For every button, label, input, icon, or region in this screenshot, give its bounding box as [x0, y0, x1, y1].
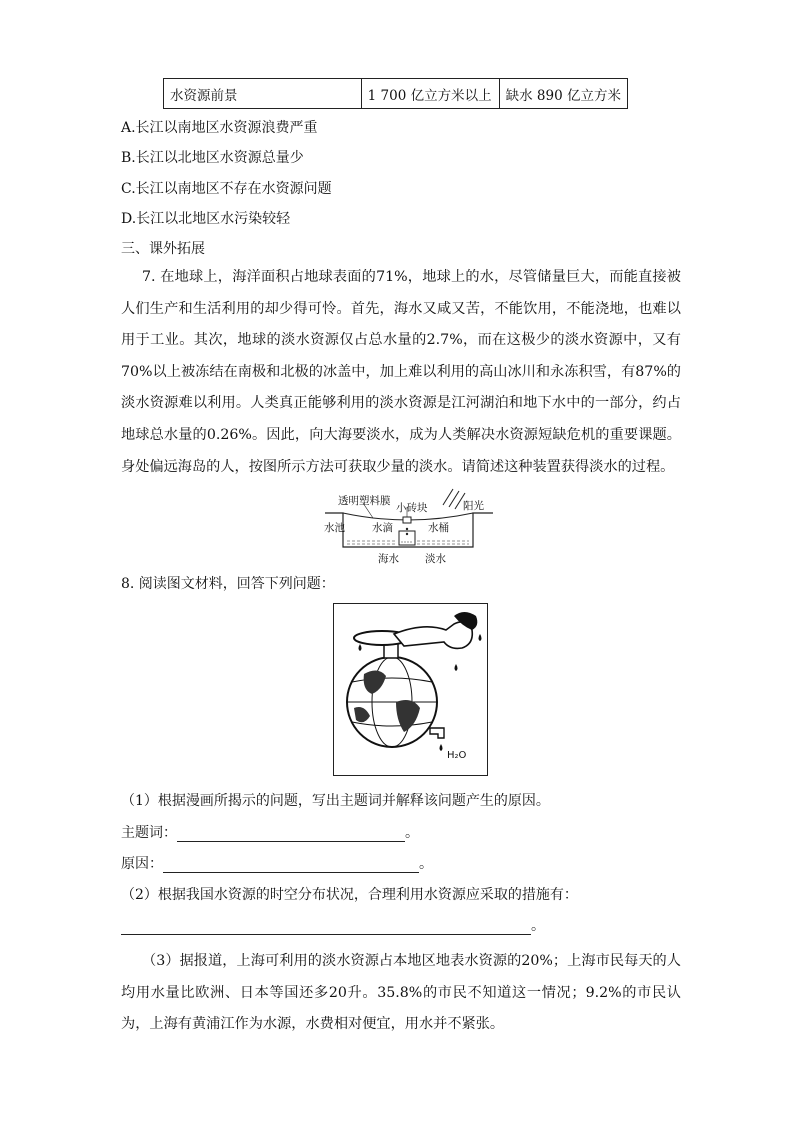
label-drops: 水滴	[372, 522, 393, 534]
question-7-text: 7. 在地球上，海洋面积占地球表面的71%，地球上的水，尽管储量巨大，而能直接被人们生产和生活利用的却少得可怜。首先，海水又咸又苦，不能饮用，不能浇地，也难以用于工业。其次，地球的淡水资源仅占总水量的2.7%，而在这极少的淡水资源中，又有70%以上被冻结在南极和北极的冰盖中，加上难以利用的高山冰川和永冻积雪，有87%的淡水资源难以利用。人类真正能够利用的淡水资源是江河湖泊和地下水中的一部分，约占地球总水量的0.26%。因此，向大海要淡水，成为人类解决水资源短缺危机的重要课题。身处偏远海岛的人，按图所示方法可获取少量的淡水。请简述这种装置获得淡水的过程。	[121, 269, 681, 475]
period: 。	[531, 918, 545, 934]
theme-word-label: 主题词：	[121, 825, 177, 841]
measures-blank[interactable]	[121, 919, 531, 935]
label-bucket: 水桶	[428, 522, 449, 534]
sub-question-1: （1）根据漫画所揭示的问题，写出主题词并解释该问题产生的原因。	[121, 793, 550, 809]
option-d: D.长江以北地区水污染较轻	[121, 211, 291, 227]
question-8-title: 8. 阅读图文材料，回答下列问题：	[121, 576, 335, 592]
table-cell: 1 700 亿立方米以上	[361, 79, 499, 109]
label-pool: 水池	[324, 522, 345, 534]
reason-blank[interactable]	[163, 857, 419, 873]
table-cell: 水资源前景	[164, 79, 362, 109]
cartoon-h2o-label: H₂O	[447, 750, 467, 761]
label-film: 透明塑料膜	[338, 495, 391, 507]
theme-word-blank[interactable]	[177, 826, 405, 842]
period: 。	[405, 825, 419, 841]
table-cell: 缺水 890 亿立方米	[499, 79, 627, 109]
sub-question-2: （2）根据我国水资源的时空分布状况，合理利用水资源应采取的措施有：	[121, 887, 578, 903]
measures-row	[121, 915, 545, 935]
option-b: B.长江以北地区水资源总量少	[121, 150, 304, 166]
option-c: C.长江以南地区不存在水资源问题	[121, 181, 332, 197]
sub-question-3: （3）据报道，上海可利用的淡水资源占本地区地表水资源的20%；上海市民每天的人均用水量比欧洲、日本等国还多20升。35.8%的市民不知道这一情况；9.2%的市民认为，上海有黄浦江作为水源，水费相对便宜，用水并不紧张。	[121, 953, 681, 1033]
label-sun: 阳光	[463, 500, 484, 512]
label-sea: 海水	[378, 553, 399, 565]
theme-word-row	[121, 822, 419, 842]
label-brick: 小砖块	[396, 502, 428, 514]
cartoon-drawing	[334, 604, 486, 774]
period: 。	[419, 856, 433, 872]
section-heading: 三、课外拓展	[121, 241, 205, 257]
water-resource-table	[163, 78, 628, 109]
reason-row	[121, 853, 433, 873]
reason-label: 原因：	[121, 856, 163, 872]
cartoon-frame	[333, 603, 488, 776]
option-a: A.长江以南地区水资源浪费严重	[121, 120, 318, 136]
label-fresh: 淡水	[425, 553, 446, 565]
table-row	[164, 79, 628, 109]
